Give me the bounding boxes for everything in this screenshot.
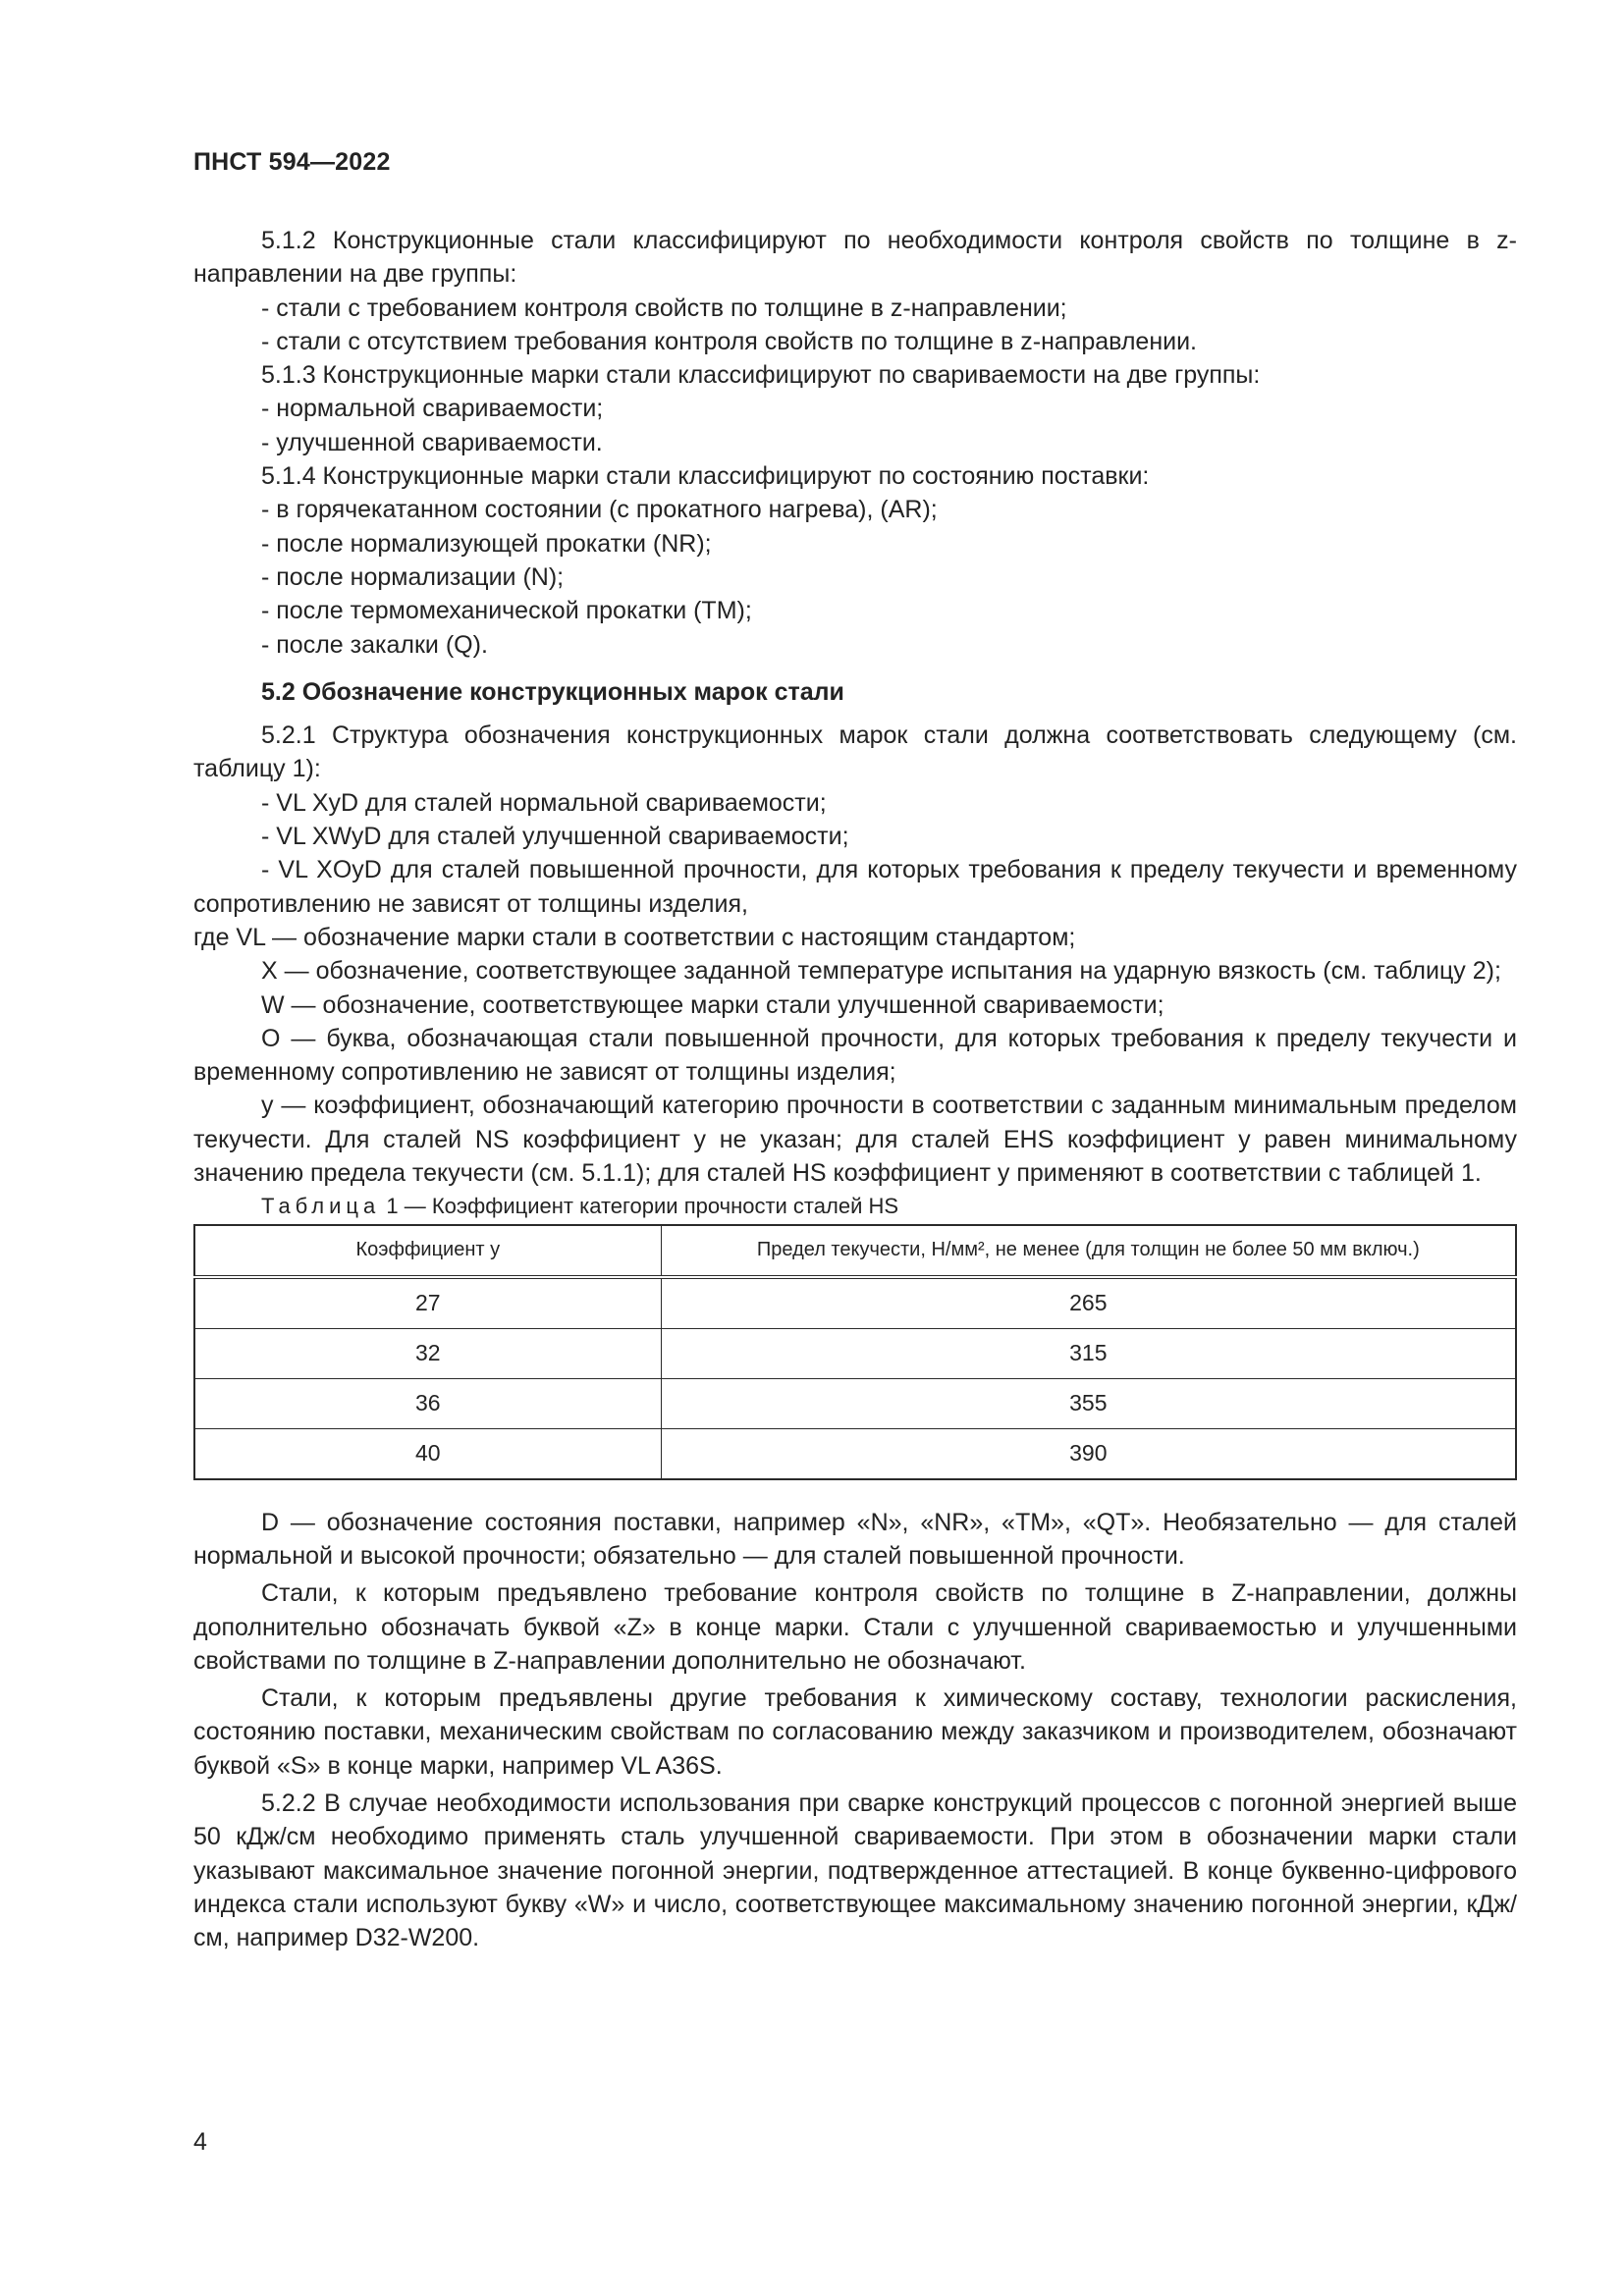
paragraph: 5.1.4 Конструкционные марки стали классифицируют по состоянию поставки: <box>261 462 1150 491</box>
paragraph: 5.2.2 В случае необходимости использования при сварке конструкций процессов с погонной энергией выше 50 кДж/см необходимо применять сталь улучшенной свариваемости. При этом в обозначении марки стали указывают максимальное значение погонной энергии, подтвержденное аттестацией. В конце буквенно-цифрового индекса стали используют букву «W» и число, соответствующее максимальному значению погонной энергии, кДж/см, например D32-W200. <box>193 1789 1517 1952</box>
list-item: - стали с отсутствием требования контроля свойств по толщине в z-направлении. <box>261 327 1198 355</box>
list-item: - после термомеханической прокатки (TM); <box>261 597 752 625</box>
table-cell: 390 <box>661 1428 1516 1479</box>
table-cell: 27 <box>194 1277 661 1329</box>
table-cell: 36 <box>194 1378 661 1428</box>
table-cell: 32 <box>194 1328 661 1378</box>
table-caption-text: 1 — Коэффициент категории прочности сталей HS <box>386 1194 899 1219</box>
paragraph: y — коэффициент, обозначающий категорию прочности в соответствии с заданным минимальным пределом текучести. Для сталей NS коэффициент y не указан; для сталей EHS коэффициент y равен минимальному значению предела текучести (см. 5.1.1); для сталей HS коэффициент y применяют в соответствии с таблицей 1. <box>193 1092 1517 1188</box>
paragraph: W — обозначение, соответствующее марки стали улучшенной свариваемости; <box>261 990 1164 1019</box>
list-item: - нормальной свариваемости; <box>261 395 604 423</box>
paragraph: X — обозначение, соответствующее заданной температуре испытания на ударную вязкость (см. таблицу 2); <box>261 957 1501 986</box>
paragraph: O — буква, обозначающая стали повышенной прочности, для которых требования к пределу текучести и временному сопротивлению не зависят от толщины изделия; <box>193 1024 1517 1087</box>
table-row <box>194 1378 1516 1428</box>
list-item: - после закалки (Q). <box>261 630 488 659</box>
paragraph: где VL — обозначение марки стали в соответствии с настоящим стандартом; <box>193 923 1076 951</box>
paragraph: D — обозначение состояния поставки, например «N», «NR», «TM», «QT». Необязательно — для сталей нормальной и высокой прочности; обязательно — для сталей повышенной прочности. <box>193 1508 1517 1570</box>
table-row <box>194 1328 1516 1378</box>
paragraph: 5.2.1 Структура обозначения конструкционных марок стали должна соответствовать следующему (см. таблицу 1): <box>193 721 1517 783</box>
strength-category-table <box>193 1224 1517 1480</box>
list-item: - стали с требованием контроля свойств по толщине в z-направлении; <box>261 294 1067 322</box>
table-cell: 265 <box>1069 1290 1108 1316</box>
list-item: - в горячекатанном состоянии (с прокатного нагрева), (AR); <box>261 496 938 524</box>
list-item: - VL XOyD для сталей повышенной прочности, для которых требования к пределу текучести и временному сопротивлению не зависят от толщины изделия, <box>193 856 1517 918</box>
list-item: - после нормализации (N); <box>261 562 565 591</box>
document-code: ПНСТ 594—2022 <box>193 148 391 176</box>
table-cell: 355 <box>661 1378 1516 1428</box>
paragraph: Стали, к которым предъявлены другие требования к химическому составу, технологии раскисления, состоянию поставки, механическим свойствам по согласованию между заказчиком и производителем, обозначают буквой «S» в конце марки, например VL A36S. <box>193 1684 1517 1780</box>
list-item: - VL XyD для сталей нормальной свариваемости; <box>261 788 827 817</box>
table-row <box>194 1277 1516 1329</box>
table-caption <box>193 1190 1517 1223</box>
table-header-row <box>194 1225 1516 1277</box>
list-item: - VL XWyD для сталей улучшенной свариваемости; <box>261 823 849 851</box>
table-cell: 40 <box>194 1428 661 1479</box>
paragraph: 5.1.2 Конструкционные стали классифицируют по необходимости контроля свойств по толщине в z-направлении на две группы: <box>193 227 1517 289</box>
table-row <box>194 1428 1516 1479</box>
column-header: Предел текучести, Н/мм², не менее (для толщин не более 50 мм включ.) <box>661 1225 1516 1277</box>
paragraph: 5.1.3 Конструкционные марки стали классифицируют по свариваемости на две группы: <box>261 361 1261 390</box>
table-cell: 315 <box>661 1328 1516 1378</box>
section-heading: 5.2 Обозначение конструкционных марок стали <box>261 677 844 706</box>
list-item: - после нормализующей прокатки (NR); <box>261 529 712 558</box>
paragraph: Стали, к которым предъявлено требование контроля свойств по толщине в Z-направлении, должны дополнительно обозначать буквой «Z» в конце марки. Стали с улучшенной свариваемостью и улучшенными свойствами по толщине в Z-направлении дополнительно не обозначают. <box>193 1579 1517 1675</box>
column-header: Коэффициент y <box>194 1225 661 1277</box>
body-text <box>193 224 1517 1954</box>
page-number: 4 <box>193 2128 207 2156</box>
table-caption-label: Таблица <box>261 1194 381 1219</box>
list-item: - улучшенной свариваемости. <box>261 428 603 456</box>
